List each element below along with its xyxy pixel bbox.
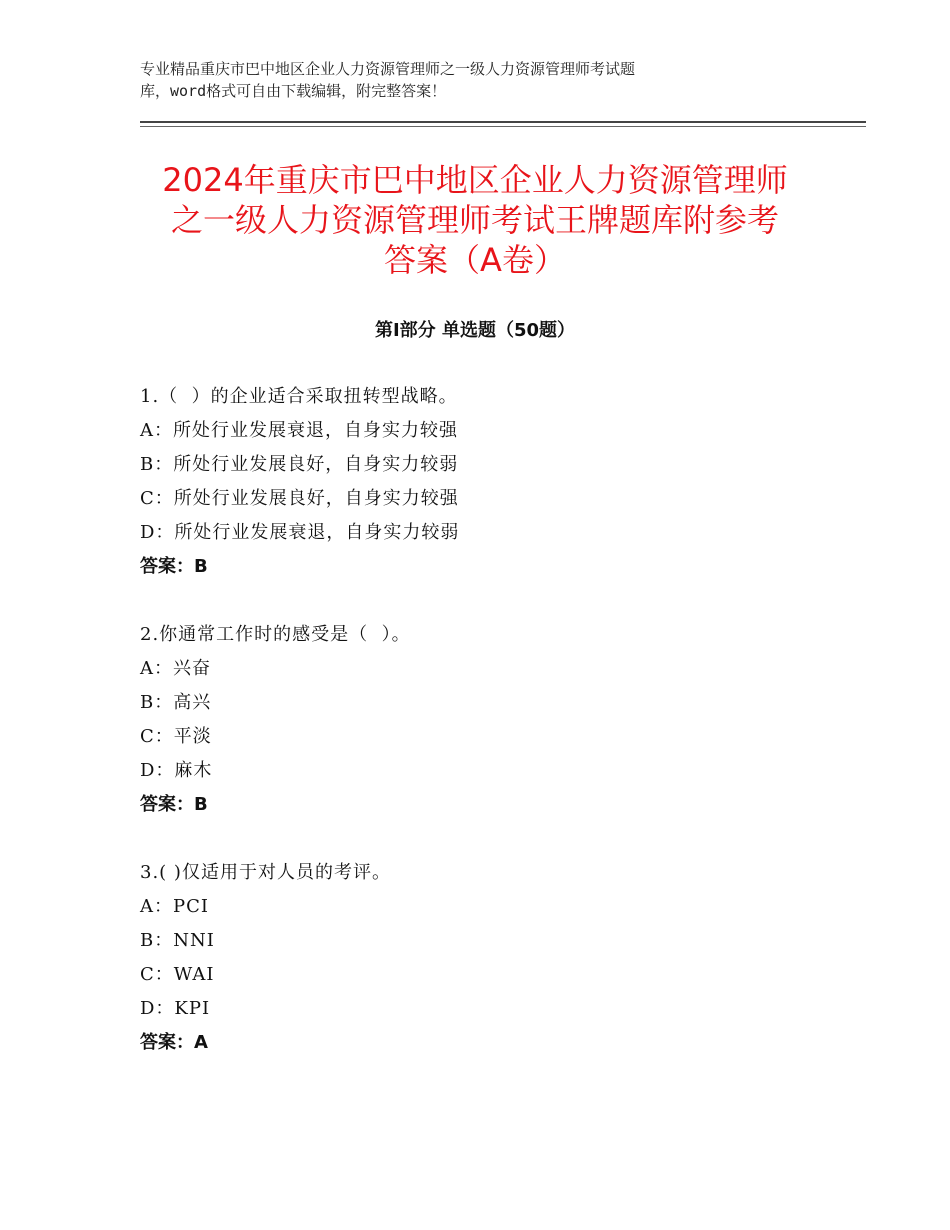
question-3: [140, 856, 860, 1060]
answer-line: 答案：B: [140, 794, 208, 815]
question-2: [140, 618, 860, 822]
header-note: [140, 58, 780, 102]
question-stem: 3.( )仅适用于对人员的考评。: [140, 862, 391, 883]
title-line1: 2024年重庆市巴中地区企业人力资源管理师: [162, 161, 788, 199]
option-a: A：所处行业发展衰退，自身实力较强: [140, 420, 458, 441]
answer-line: 答案：A: [140, 1032, 208, 1053]
option-c: C：所处行业发展良好，自身实力较强: [140, 488, 459, 509]
option-d: D：KPI: [140, 998, 211, 1019]
option-c: C：WAI: [140, 964, 215, 985]
question-list: [140, 380, 860, 1094]
question-stem: 2.你通常工作时的感受是（ ）。: [140, 624, 411, 645]
option-b: B：所处行业发展良好，自身实力较弱: [140, 454, 459, 475]
header-divider-thin: [140, 126, 866, 127]
title-line3: 答案（A卷）: [384, 241, 566, 279]
header-note-line1: 专业精品重庆市巴中地区企业人力资源管理师之一级人力资源管理师考试题: [140, 60, 636, 78]
answer-line: 答案：B: [140, 556, 208, 577]
option-a: A：兴奋: [140, 658, 211, 679]
option-b: B：高兴: [140, 692, 212, 713]
title-line2: 之一级人力资源管理师考试王牌题库附参考: [170, 201, 779, 239]
option-d: D：麻木: [140, 760, 213, 781]
option-b: B：NNI: [140, 930, 215, 951]
document-title: [110, 160, 840, 280]
header-note-line2: 库，word格式可自由下载编辑，附完整答案！: [140, 82, 447, 100]
question-1: [140, 380, 860, 584]
header-divider-thick: [140, 121, 866, 123]
question-stem: 1.（ ）的企业适合采取扭转型战略。: [140, 386, 458, 407]
section-title: 第Ⅰ部分 单选题（50题）: [374, 320, 575, 341]
option-c: C：平淡: [140, 726, 212, 747]
option-d: D：所处行业发展衰退，自身实力较弱: [140, 522, 460, 543]
option-a: A：PCI: [140, 896, 209, 917]
